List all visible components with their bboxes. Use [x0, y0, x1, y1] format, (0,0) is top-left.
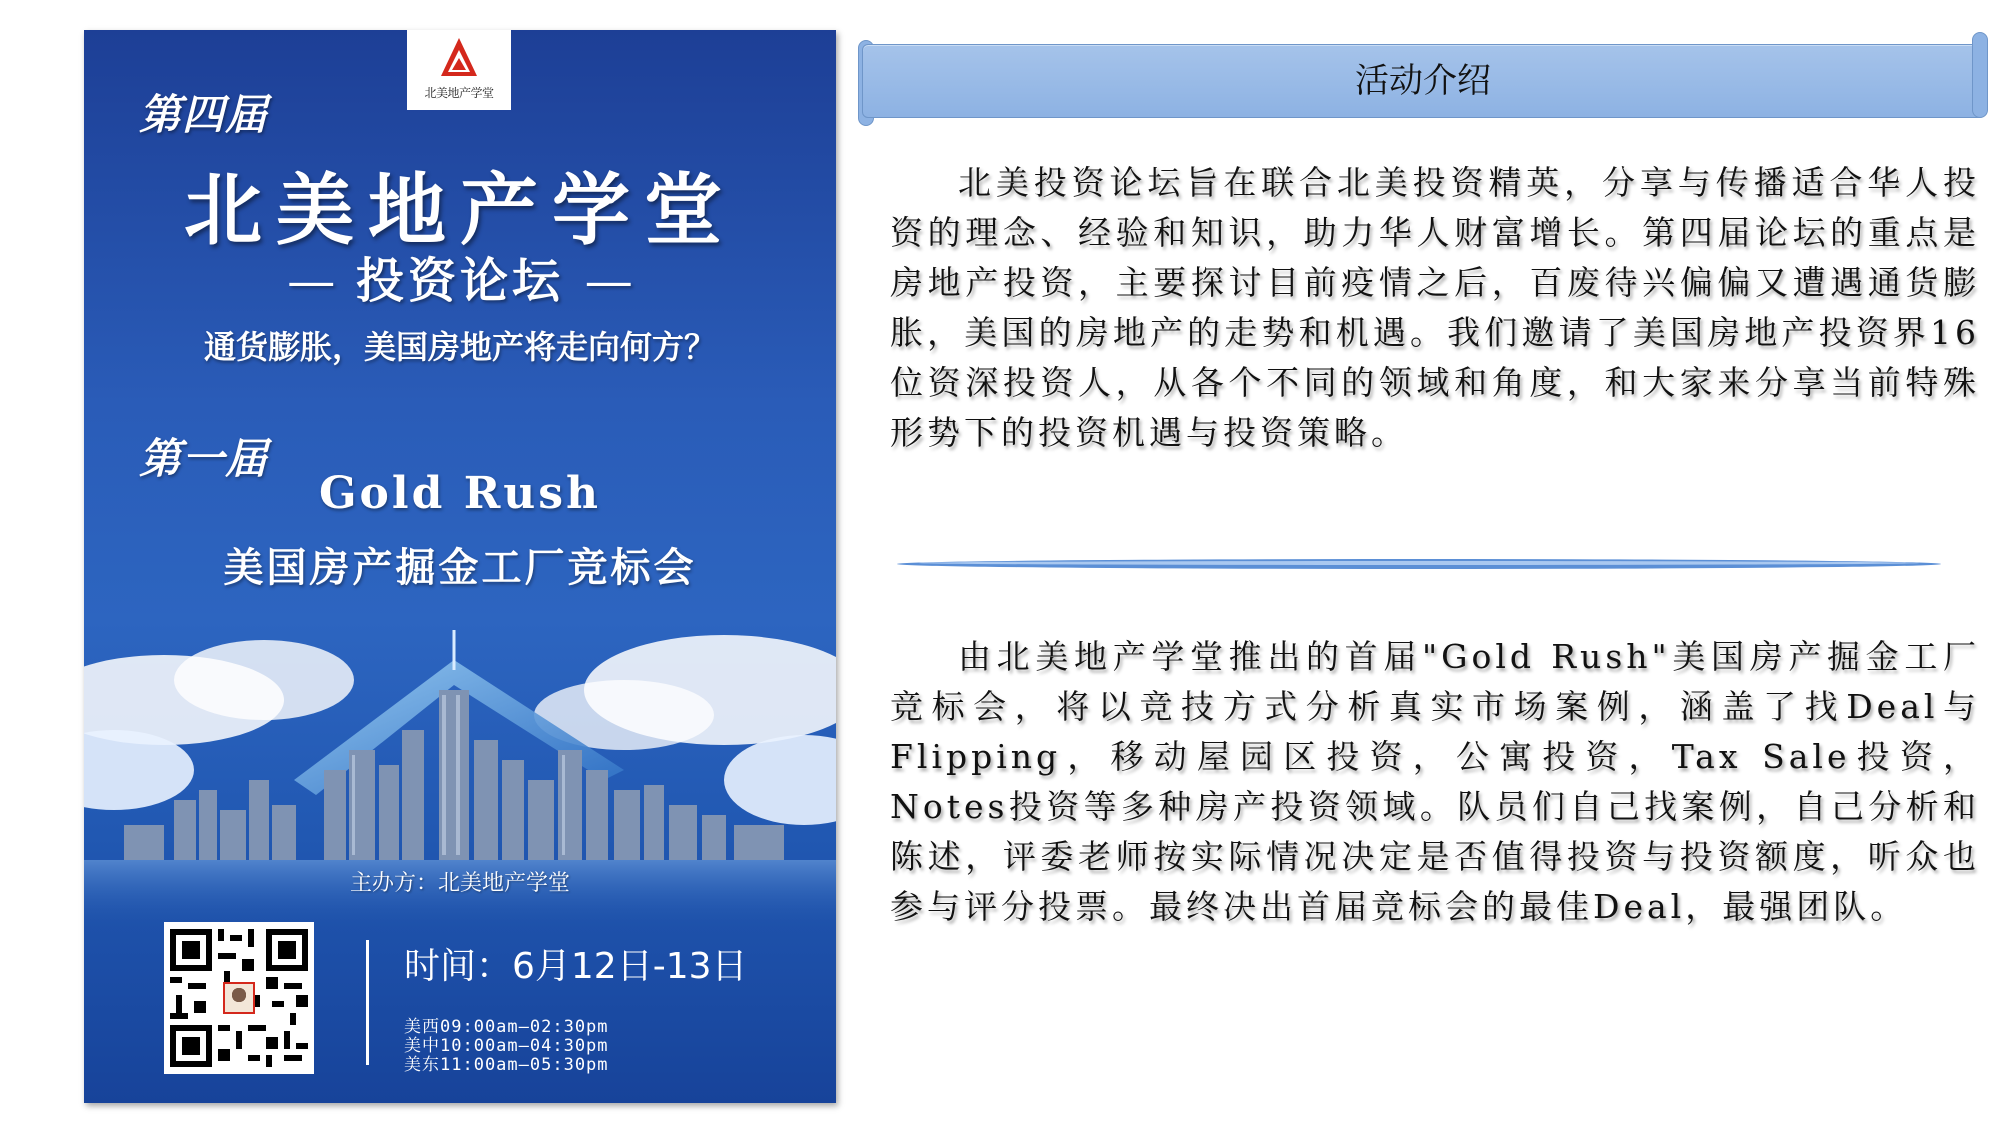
- edition-4-label: 第四届: [139, 90, 269, 139]
- time-pacific: 美西09:00am—02:30pm: [404, 1017, 609, 1037]
- section-banner: [862, 44, 1984, 118]
- host-label: 主办方：北美地产学堂: [349, 871, 570, 896]
- logo: [407, 30, 511, 110]
- event-time-label: 时间：6月12日-13日: [404, 946, 748, 987]
- divider-vertical: [366, 940, 369, 1065]
- poster-main-title: 北美地产学堂: [183, 165, 736, 256]
- gold-rush-title: Gold Rush: [318, 468, 602, 519]
- forum-subtitle: [84, 242, 836, 311]
- dash-right: —: [584, 253, 633, 309]
- logo-mountain-icon: [439, 36, 479, 80]
- qr-code-image[interactable]: [164, 922, 314, 1074]
- logo-text: 北美地产学堂: [424, 86, 494, 100]
- intro-paragraph-2: 由北美地产学堂推出的首届"Gold Rush"美国房产掘金工厂竞标会，将以竞技方式分析真实市场案例，涵盖了找Deal与Flipping，移动屋园区投资，公寓投资，Tax Sale投资，Notes投资等多种房产投资领域。队员们自己找案例，自己分析和陈述，评委老师按实际情况决定是否值得投资与投资额度，听众也参与评分投票。最终决出首届竞标会的最佳Deal，最强团队。: [890, 637, 1980, 926]
- section-divider: [895, 558, 1943, 570]
- poster-question: 通货膨胀，美国房地产将走向何方？: [203, 328, 716, 366]
- banner-scroll-right: [1972, 32, 1988, 118]
- forum-label: 投资论坛: [355, 253, 564, 309]
- time-central: 美中10:00am—04:30pm: [404, 1036, 609, 1056]
- dash-left: —: [287, 253, 336, 309]
- time-eastern: 美东11:00am—05:30pm: [404, 1055, 609, 1075]
- edition-1-label: 第一届: [139, 434, 269, 483]
- section-title: 活动介绍: [1355, 61, 1491, 101]
- event-poster: [84, 30, 836, 1103]
- intro-paragraph-1: 北美投资论坛旨在联合北美投资精英，分享与传播适合华人投资的理念、经验和知识，助力华人财富增长。第四届论坛的重点是房地产投资，主要探讨目前疫情之后，百废待兴偏偏又遭遇通货膨胀，美国的房地产的走势和机遇。我们邀请了美国房地产投资界16位资深投资人，从各个不同的领域和角度，和大家来分享当前特殊形势下的投资机遇与投资策略。: [890, 163, 1980, 452]
- contest-title: 美国房产掘金工厂竞标会: [223, 544, 697, 591]
